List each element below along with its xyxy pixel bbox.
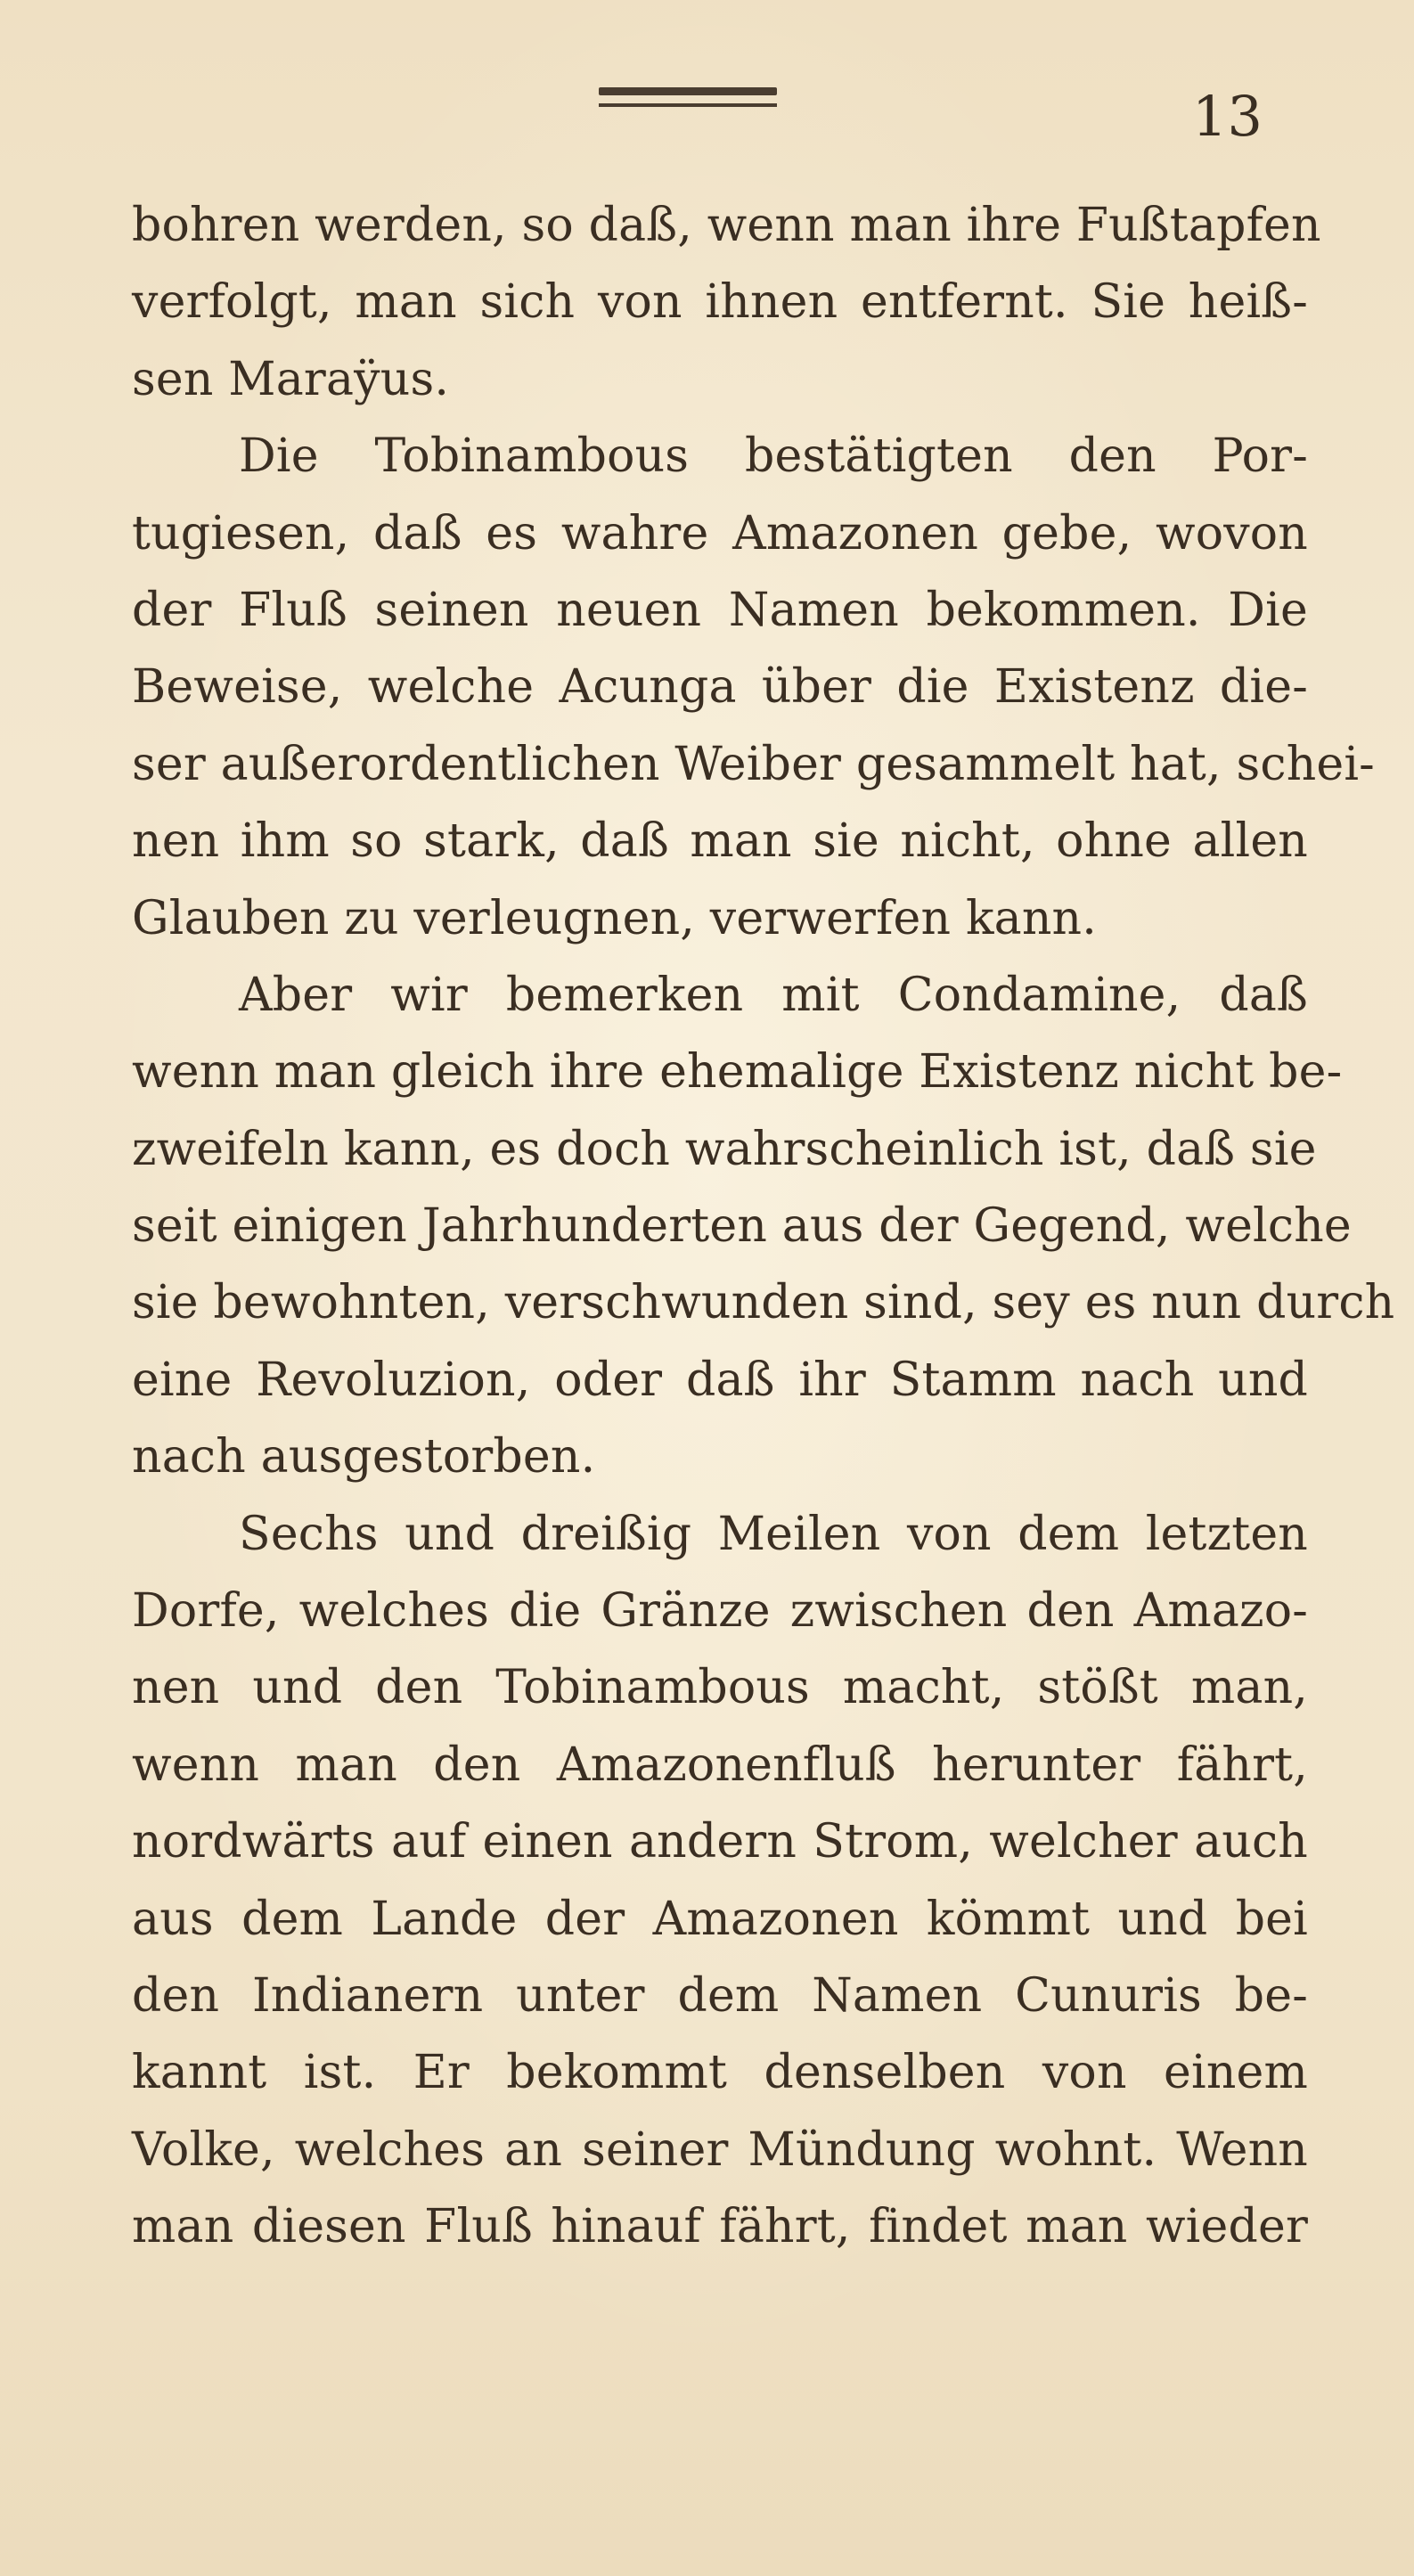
text-line: eine Revoluzion, oder daß ihr Stamm nach und <box>132 1353 1308 1407</box>
text-line: Aber wir bemerken mit Condamine, daß <box>239 968 1308 1022</box>
text-line: kannt ist. Er bekommt denselben von einem <box>132 2046 1308 2100</box>
text-line: aus dem Lande der Amazonen kömmt und bei <box>132 1892 1308 1946</box>
text-line: sie bewohnten, verschwunden sind, sey es nun durch <box>132 1276 1395 1330</box>
text-line: verfolgt, man sich von ihnen entfernt. Sie heiß- <box>132 275 1308 330</box>
text-line: bohren werden, so daß, wenn man ihre Fußtapfen <box>132 199 1321 252</box>
text-line: Dorfe, welches die Gränze zwischen den Amazo- <box>132 1584 1308 1639</box>
text-line: seit einigen Jahrhunderten aus der Gegend, welche <box>132 1199 1352 1254</box>
text-line: sen Maraÿus. <box>132 352 450 406</box>
text-line: den Indianern unter dem Namen Cunuris be- <box>132 1968 1308 2023</box>
text-line: Beweise, welche Acunga über die Existenz die- <box>132 660 1308 715</box>
text-line: nordwärts auf einen andern Strom, welcher auch <box>132 1815 1308 1869</box>
text-line: Sechs und dreißig Meilen von dem letzten <box>239 1507 1308 1561</box>
text-line: Die Tobinambous bestätigten den Por- <box>239 429 1308 484</box>
text-line: tugiesen, daß es wahre Amazonen gebe, wovon <box>132 506 1308 560</box>
text-line: man diesen Fluß hinauf fährt, findet man wieder <box>132 2200 1308 2254</box>
text-line: nen und den Tobinambous macht, stößt man, <box>132 1661 1308 1715</box>
text-line: wenn man den Amazonenfluß herunter fährt, <box>132 1738 1308 1792</box>
body-text <box>132 187 1395 2266</box>
text-line: wenn man gleich ihre ehemalige Existenz nicht be- <box>132 1045 1343 1100</box>
text-line: nach ausgestorben. <box>132 1430 596 1484</box>
text-line: nen ihm so stark, daß man sie nicht, ohne allen <box>132 814 1308 869</box>
text-line: der Fluß seinen neuen Namen bekommen. Die <box>132 583 1308 637</box>
text-line: Volke, welches an seiner Mündung wohnt. Wenn <box>132 2122 1308 2177</box>
text-line: zweifeln kann, es doch wahrscheinlich ist, daß sie <box>132 1122 1317 1176</box>
text-line: ser außerordentlichen Weiber gesammelt hat, schei- <box>132 737 1375 791</box>
header-rule <box>599 87 777 95</box>
page-number: 13 <box>1192 84 1263 149</box>
text-line: Glauben zu verleugnen, verwerfen kann. <box>132 891 1097 945</box>
